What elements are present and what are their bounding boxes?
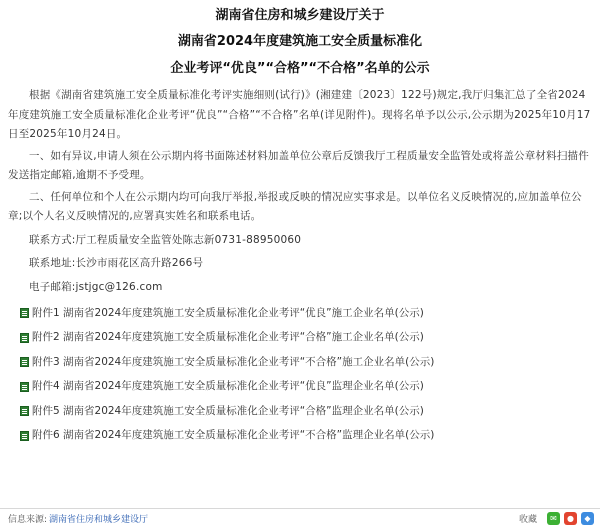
attachment-link-6[interactable] <box>8 424 596 449</box>
title-line-1: 湖南省住房和城乡建设厅关于 <box>215 8 385 23</box>
attachment-label: 附件1 湖南省2024年度建筑施工安全质量标准化企业考评“优良”施工企业名单(公示) <box>32 306 424 319</box>
contact-email: 电子邮箱:jstjgc@126.com <box>29 280 163 293</box>
attachment-link-3[interactable] <box>8 350 596 375</box>
attachment-label: 附件6 湖南省2024年度建筑施工安全质量标准化企业考评“不合格”监理企业名单(公示) <box>32 429 435 441</box>
paragraph-report: 二、任何单位和个人在公示期内均可向我厅举报,举报或反映的情况应实事求是。以单位名义反映情况的,应加盖单位公章;以个人名义反映情况的,应署真实姓名和联系电话。 <box>8 190 582 222</box>
paragraph-objection: 一、如有异议,申请人须在公示期内将书面陈述材料加盖单位公章后反馈我厅工程质量安全监管处或将盖公章材料扫描件发送指定邮箱,逾期不予受理。 <box>8 149 589 181</box>
document-icon <box>20 406 29 416</box>
paragraph-basis: 根据《湖南省建筑施工安全质量标准化考评实施细则(试行)》(湘建建〔2023〕122号)规定,我厅归集汇总了全省2024年度建筑施工安全质量标准化企业考评“优良”“合格”“不合格”名单(详见附件)。现将名单予以公示,公示期为2025年10月17日至2025年10月24日。 <box>8 89 591 140</box>
source-label: 信息来源: <box>8 515 48 525</box>
favorite-button[interactable]: 收藏 <box>518 515 537 525</box>
attachment-link-5[interactable] <box>8 399 596 424</box>
source-link[interactable]: 湖南省住房和城乡建设厅 <box>49 515 149 525</box>
document-icon <box>20 333 29 343</box>
notice-body <box>8 86 596 448</box>
title-line-3: 企业考评“优良”“合格”“不合格”名单的公示 <box>170 61 430 76</box>
contact-phone: 联系方式:厅工程质量安全监管处陈志新0731-88950060 <box>29 233 302 246</box>
attachment-label: 附件2 湖南省2024年度建筑施工安全质量标准化企业考评“合格”施工企业名单(公示) <box>32 331 424 343</box>
weibo-share-icon[interactable]: ● <box>564 512 577 525</box>
title-line-2: 湖南省2024年度建筑施工安全质量标准化 <box>177 34 423 49</box>
qq-share-icon[interactable]: ◆ <box>581 512 594 525</box>
document-icon <box>20 357 29 367</box>
contact-address: 联系地址:长沙市雨花区高升路266号 <box>29 257 204 269</box>
document-icon <box>20 308 29 318</box>
footer-actions <box>519 512 594 525</box>
document-icon <box>20 431 29 441</box>
document-icon <box>20 382 29 392</box>
attachment-link-2[interactable] <box>8 326 596 351</box>
attachment-label: 附件5 湖南省2024年度建筑施工安全质量标准化企业考评“合格”监理企业名单(公示) <box>32 404 424 417</box>
attachment-link-4[interactable] <box>8 375 596 400</box>
attachment-label: 附件4 湖南省2024年度建筑施工安全质量标准化企业考评“优良”监理企业名单(公示) <box>32 380 424 392</box>
attachment-label: 附件3 湖南省2024年度建筑施工安全质量标准化企业考评“不合格”施工企业名单(公示) <box>32 355 435 368</box>
page-footer <box>0 508 600 528</box>
wechat-share-icon[interactable]: ✉ <box>547 512 560 525</box>
attachment-link-1[interactable] <box>8 301 596 326</box>
attachment-list <box>8 301 596 448</box>
